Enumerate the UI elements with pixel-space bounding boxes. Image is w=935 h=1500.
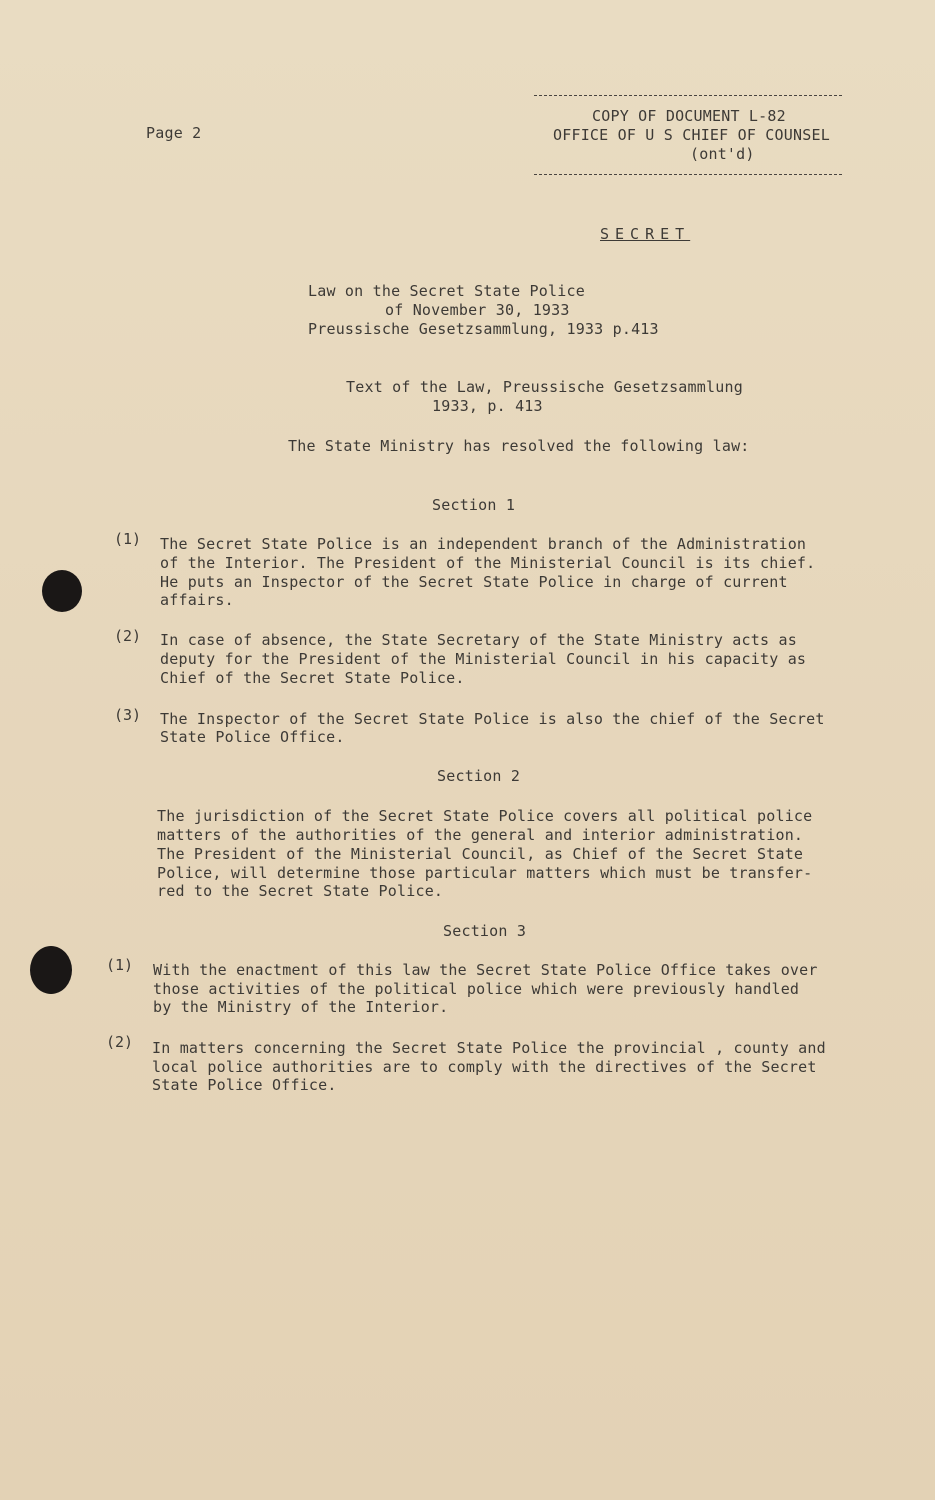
para-line: deputy for the President of the Ministerial Council in his capacity as (160, 650, 807, 668)
para-line: affairs. (160, 591, 234, 609)
subtitle-line-2: 1933, p. 413 (432, 397, 543, 415)
para-line: He puts an Inspector of the Secret State Police in charge of current (160, 573, 788, 591)
section-1-heading: Section 1 (432, 496, 516, 514)
section-3-heading: Section 3 (443, 922, 527, 940)
section-1-para-1-number: (1) (114, 530, 142, 548)
header-rule-top (534, 95, 842, 96)
para-line: Chief of the Secret State Police. (160, 669, 465, 687)
para-line: State Police Office. (160, 728, 345, 746)
para-line: In matters concerning the Secret State Police the provincial , county and (152, 1039, 826, 1057)
continued-line: (ont'd) (690, 145, 755, 163)
office-line: OFFICE OF U S CHIEF OF COUNSEL (553, 126, 830, 144)
para-line: matters of the authorities of the general and interior administration. (157, 826, 804, 844)
para-line: those activities of the political police which were previously handled (153, 980, 800, 998)
para-line: In case of absence, the State Secretary of the State Ministry acts as (160, 631, 797, 649)
intro-text: The State Ministry has resolved the following law: (288, 437, 750, 455)
section-1-para-2-number: (2) (114, 627, 142, 645)
section-3-para-1-number: (1) (106, 956, 134, 974)
page-label: Page 2 (146, 124, 202, 142)
title-line-1: Law on the Secret State Police (308, 282, 585, 300)
para-line: State Police Office. (152, 1076, 337, 1094)
para-line: The Secret State Police is an independent branch of the Administration (160, 535, 807, 553)
para-line: The jurisdiction of the Secret State Police covers all political police (157, 807, 813, 825)
para-line: of the Interior. The President of the Ministerial Council is its chief. (160, 554, 816, 572)
para-line: Police, will determine those particular matters which must be transfer- (157, 864, 813, 882)
para-line: by the Ministry of the Interior. (153, 998, 449, 1016)
para-line: red to the Secret State Police. (157, 882, 444, 900)
para-line: local police authorities are to comply with the directives of the Secret (152, 1058, 817, 1076)
para-line: With the enactment of this law the Secret State Police Office takes over (153, 961, 818, 979)
section-1-para-3-number: (3) (114, 706, 142, 724)
punch-hole-upper (42, 570, 82, 612)
title-line-2: of November 30, 1933 (385, 301, 570, 319)
para-line: The President of the Ministerial Council, as Chief of the Secret State (157, 845, 804, 863)
section-3-para-2-number: (2) (106, 1033, 134, 1051)
para-line: The Inspector of the Secret State Police is also the chief of the Secret (160, 710, 825, 728)
title-line-3: Preussische Gesetzsammlung, 1933 p.413 (308, 320, 659, 338)
subtitle-line-1: Text of the Law, Preussische Gesetzsammlung (346, 378, 743, 396)
header-rule-bottom (534, 174, 842, 175)
section-2-heading: Section 2 (437, 767, 521, 785)
punch-hole-lower (30, 946, 72, 994)
classification-label: SECRET (600, 225, 691, 243)
document-id-line: COPY OF DOCUMENT L-82 (592, 107, 786, 125)
